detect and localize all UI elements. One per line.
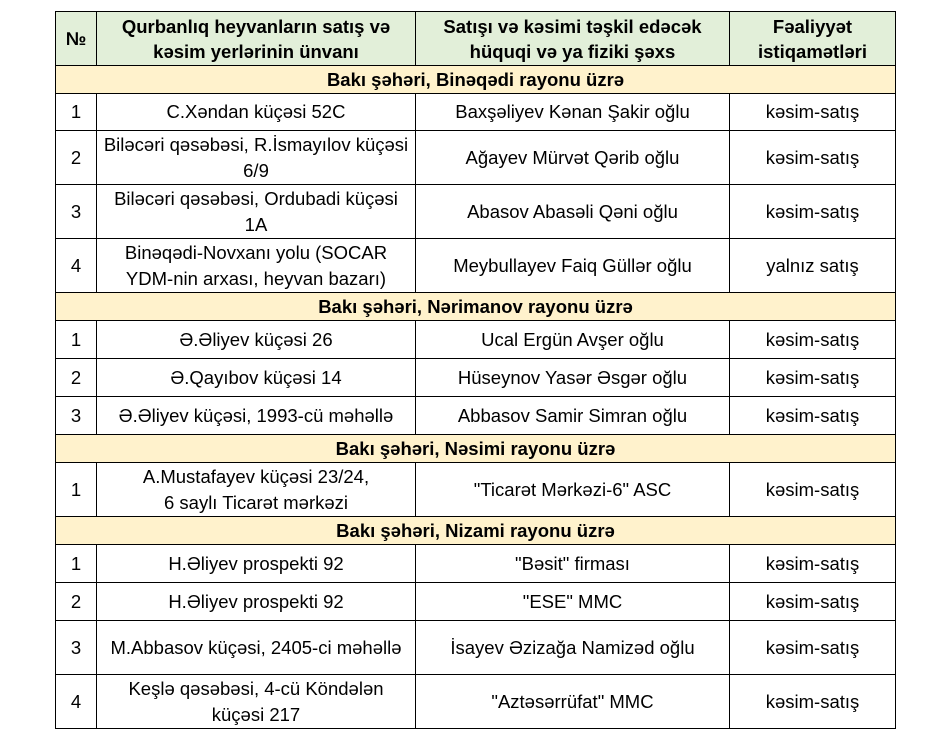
row-activity: kəsim-satış [730,463,896,517]
row-activity: kəsim-satış [730,131,896,185]
table-row [56,675,896,729]
row-address: Binəqədi-Novxanı yolu (SOCAR YDM-nin arxası, heyvan bazarı) [97,239,416,293]
row-activity: yalnız satış [730,239,896,293]
row-person: "Aztəsərrüfat" MMC [416,675,730,729]
row-activity: kəsim-satış [730,185,896,239]
row-person: Ucal Ergün Avşer oğlu [416,321,730,359]
table-row [56,185,896,239]
row-num: 4 [56,239,97,293]
row-address-line: 6 saylı Ticarət mərkəzi [163,491,349,513]
header-address: Qurbanlıq heyvanların satış və kəsim yerlərinin ünvanı [97,12,416,66]
row-person: Meybullayev Faiq Güllər oğlu [416,239,730,293]
row-address: Biləcəri qəsəbəsi, Ordubadi küçəsi 1A [97,185,416,239]
header-activity: Fəaliyyət istiqamətləri [730,12,896,66]
section-title: Bakı şəhəri, Nəsimi rayonu üzrə [56,435,896,463]
row-num: 1 [56,94,97,131]
row-person: Baxşəliyev Kənan Şakir oğlu [416,94,730,131]
row-activity: kəsim-satış [730,397,896,435]
row-person: "ESE" MMC [416,583,730,621]
row-num: 2 [56,131,97,185]
row-activity: kəsim-satış [730,621,896,675]
row-person: Abbasov Samir Simran oğlu [416,397,730,435]
table-row [56,621,896,675]
row-address: C.Xəndan küçəsi 52C [97,94,416,131]
header-row [56,12,896,66]
row-activity: kəsim-satış [730,359,896,397]
header-person: Satışı və kəsimi təşkil edəcək hüquqi və ya fiziki şəxs [416,12,730,66]
row-person: Abasov Abasəli Qəni oğlu [416,185,730,239]
row-activity: kəsim-satış [730,545,896,583]
section-title: Bakı şəhəri, Nizami rayonu üzrə [56,517,896,545]
row-num: 1 [56,463,97,517]
row-activity: kəsim-satış [730,583,896,621]
row-person: Ağayev Mürvət Qərib oğlu [416,131,730,185]
row-num: 3 [56,185,97,239]
row-num: 1 [56,321,97,359]
table-row [56,321,896,359]
table-row [56,131,896,185]
row-address: H.Əliyev prospekti 92 [97,583,416,621]
section-row [56,517,896,545]
section-row [56,66,896,94]
section-title: Bakı şəhəri, Nərimanov rayonu üzrə [56,293,896,321]
row-address: Ə.Əliyev küçəsi 26 [97,321,416,359]
row-num: 2 [56,359,97,397]
row-person: "Ticarət Mərkəzi-6" ASC [416,463,730,517]
table-row [56,583,896,621]
row-num: 4 [56,675,97,729]
row-person: Hüseynov Yasər Əsgər oğlu [416,359,730,397]
row-address: Ə.Qayıbov küçəsi 14 [97,359,416,397]
section-row [56,435,896,463]
row-address: M.Abbasov küçəsi, 2405-ci məhəllə [97,621,416,675]
row-address: Ə.Əliyev küçəsi, 1993-cü məhəllə [97,397,416,435]
row-address: Biləcəri qəsəbəsi, R.İsmayılov küçəsi 6/9 [97,131,416,185]
row-address [97,463,416,517]
row-address-line: A.Mustafayev küçəsi 23/24, [142,465,370,487]
row-num: 1 [56,545,97,583]
section-row [56,293,896,321]
header-num: № [56,12,97,66]
row-address: H.Əliyev prospekti 92 [97,545,416,583]
section-title: Bakı şəhəri, Binəqədi rayonu üzrə [56,66,896,94]
row-num: 3 [56,397,97,435]
row-num: 3 [56,621,97,675]
row-activity: kəsim-satış [730,94,896,131]
table-row [56,359,896,397]
row-activity: kəsim-satış [730,675,896,729]
row-activity: kəsim-satış [730,321,896,359]
table-row [56,397,896,435]
table-row [56,545,896,583]
table-row [56,463,896,517]
row-address: Keşlə qəsəbəsi, 4-cü Köndələn küçəsi 217 [97,675,416,729]
livestock-sites-table [55,11,896,729]
table-row [56,239,896,293]
table-row [56,94,896,131]
row-num: 2 [56,583,97,621]
row-person: "Bəsit" firması [416,545,730,583]
row-person: İsayev Əzizağa Namizəd oğlu [416,621,730,675]
